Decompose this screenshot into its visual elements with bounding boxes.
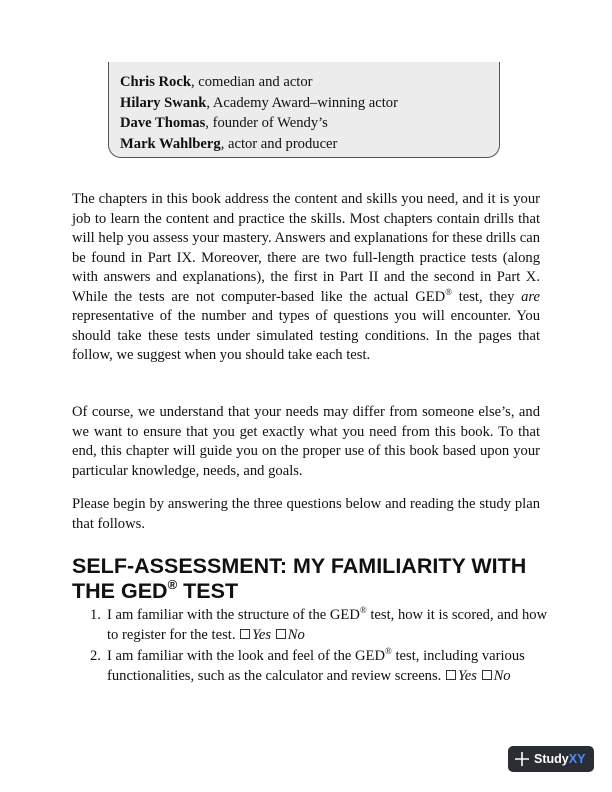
question-number: 2. <box>90 648 101 664</box>
text-run: The chapters in this book address the content and skills you need, and it is your job to learn the content and practice the skills. Most chapters contain drills that will help you assess your mastery. Answers and explanations for these drills can be found in Part IX. Moreover, there are two full-length practice tests (along with answers and explanations), the first in Part II and the second in Part X. While the tests are not computer-based like the actual GED <box>72 191 540 305</box>
sidebar-person <box>120 93 499 114</box>
person-name: Dave Thomas <box>120 115 206 131</box>
text-run: representative of the number and types of questions you will encounter. You should take these tests under simulated testing conditions. In the pages that follow, we suggest when you should take each test. <box>72 308 540 363</box>
person-desc: , comedian and actor <box>190 74 313 90</box>
question-text: I am familiar with the look and feel of the GED <box>107 648 386 664</box>
self-assessment-questions <box>90 606 550 688</box>
brand-accent: XY <box>568 752 586 766</box>
text-run: test, they <box>452 288 522 305</box>
heading-text: TEST <box>177 579 239 603</box>
question-text: test, including various functionalities, such as the calculator and review screens. <box>107 648 525 684</box>
heading-text: SELF-ASSESSMENT: MY FAMILIARITY WITH THE GED <box>72 554 527 603</box>
yes-checkbox[interactable] <box>446 670 456 680</box>
question-text: test, how it is scored, and how to register for the test. <box>107 607 548 643</box>
person-desc: , founder of Wendy’s <box>205 115 328 131</box>
person-name: Chris Rock <box>120 74 191 90</box>
section-heading <box>72 554 540 604</box>
sidebar-person <box>120 134 499 155</box>
registered-mark: ® <box>385 646 392 656</box>
no-label: No <box>287 626 305 643</box>
paragraph-chapters <box>72 190 540 366</box>
sidebar-person <box>120 72 499 93</box>
yes-label: Yes <box>252 626 272 643</box>
question-text: I am familiar with the structure of the GED <box>107 607 360 623</box>
paragraph-needs: Of course, we understand that your needs may differ from someone else’s, and we want to ensure that you get exactly what you need from this book. To that end, this chapter will guide you on the proper use of this book based upon your particular knowledge, needs, and goals. <box>72 404 540 479</box>
no-label: No <box>493 667 511 684</box>
registered-mark: ® <box>445 286 453 297</box>
sidebar-box <box>108 62 500 158</box>
brand-name: Study <box>534 752 569 766</box>
sidebar-person <box>120 113 499 134</box>
registered-mark: ® <box>359 605 367 615</box>
person-desc: , Academy Award–winning actor <box>206 94 398 111</box>
question-item <box>90 606 550 645</box>
no-checkbox[interactable] <box>276 629 286 639</box>
studyxy-badge[interactable] <box>508 746 594 772</box>
question-item <box>90 647 550 686</box>
yes-checkbox[interactable] <box>240 629 250 639</box>
emphasis: are <box>521 288 540 305</box>
person-desc: , actor and producer <box>220 135 338 152</box>
yes-label: Yes <box>457 667 477 684</box>
registered-mark: ® <box>167 577 178 592</box>
paragraph-instructions: Please begin by answering the three questions below and reading the study plan that follows. <box>72 496 540 532</box>
question-number: 1. <box>90 607 101 623</box>
no-checkbox[interactable] <box>482 670 492 680</box>
person-name: Hilary Swank <box>120 94 207 111</box>
person-name: Mark Wahlberg <box>120 135 221 152</box>
plus-sparkle-icon <box>515 752 529 766</box>
